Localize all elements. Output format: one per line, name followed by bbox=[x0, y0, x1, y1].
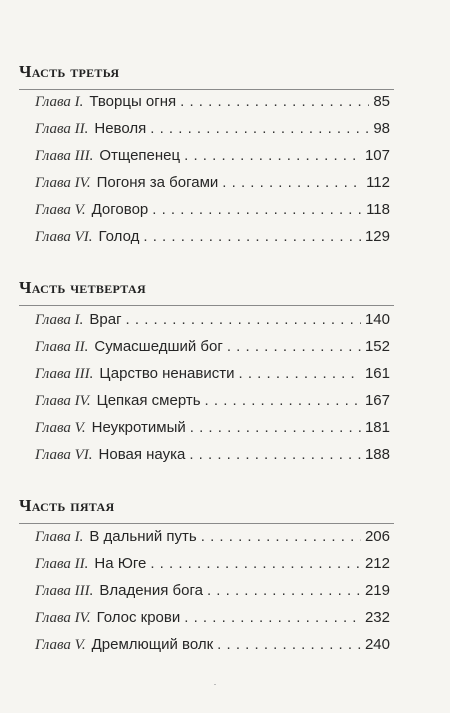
page-number: 167 bbox=[364, 392, 390, 409]
paper-speck bbox=[214, 684, 216, 685]
toc-entry[interactable] bbox=[35, 636, 390, 658]
toc-entry[interactable] bbox=[35, 419, 390, 441]
page-number: 112 bbox=[366, 174, 390, 191]
chapter-number: Глава II. bbox=[35, 339, 89, 355]
chapter-number: Глава IV. bbox=[35, 175, 91, 191]
dot-leader bbox=[152, 201, 362, 218]
chapter-title: В дальний путь bbox=[89, 528, 197, 545]
page-number: 240 bbox=[364, 636, 390, 653]
chapter-number: Глава V. bbox=[35, 202, 86, 218]
part-title: Часть четвертая bbox=[19, 278, 146, 297]
chapter-title: Враг bbox=[89, 311, 122, 328]
part-title: Часть пятая bbox=[19, 496, 115, 515]
dot-leader bbox=[207, 582, 361, 599]
page-number: 232 bbox=[364, 609, 390, 626]
chapter-title: Владения бога bbox=[99, 582, 203, 599]
page-number: 212 bbox=[364, 555, 390, 572]
chapter-title: Голод bbox=[98, 228, 140, 245]
page-number: 98 bbox=[373, 120, 390, 137]
chapter-title: Погоня за богами bbox=[96, 174, 219, 191]
page-number: 107 bbox=[364, 147, 390, 164]
divider bbox=[19, 89, 394, 90]
page-number: 219 bbox=[364, 582, 390, 599]
toc-entry[interactable] bbox=[35, 392, 390, 414]
chapter-number: Глава II. bbox=[35, 121, 89, 137]
chapter-title: Сумасшедший бог bbox=[94, 338, 223, 355]
chapter-title: Голос крови bbox=[96, 609, 181, 626]
chapter-number: Глава I. bbox=[35, 529, 84, 545]
page-number: 152 bbox=[364, 338, 390, 355]
chapter-number: Глава VI. bbox=[35, 229, 93, 245]
chapter-number: Глава I. bbox=[35, 312, 84, 328]
dot-leader bbox=[180, 93, 369, 110]
toc-entry[interactable] bbox=[35, 365, 390, 387]
toc-entry[interactable] bbox=[35, 228, 390, 250]
dot-leader bbox=[143, 228, 361, 245]
dot-leader bbox=[184, 609, 361, 626]
page-number: 161 bbox=[364, 365, 390, 382]
chapter-title: Отщепенец bbox=[99, 147, 181, 164]
dot-leader bbox=[150, 555, 361, 572]
chapter-title: Цепкая смерть bbox=[96, 392, 201, 409]
chapter-title: Договор bbox=[91, 201, 149, 218]
chapter-number: Глава IV. bbox=[35, 393, 91, 409]
dot-leader bbox=[150, 120, 369, 137]
chapter-number: Глава III. bbox=[35, 583, 94, 599]
chapter-number: Глава VI. bbox=[35, 447, 93, 463]
chapter-title: Царство ненависти bbox=[99, 365, 235, 382]
page-number: 140 bbox=[364, 311, 390, 328]
divider bbox=[19, 305, 394, 306]
divider bbox=[19, 523, 394, 524]
chapter-title: На Юге bbox=[94, 555, 147, 572]
dot-leader bbox=[239, 365, 361, 382]
dot-leader bbox=[222, 174, 362, 191]
toc-entry[interactable] bbox=[35, 174, 390, 196]
chapter-title: Дремлющий волк bbox=[91, 636, 214, 653]
chapter-number: Глава V. bbox=[35, 420, 86, 436]
toc-entry[interactable] bbox=[35, 446, 390, 468]
toc-entry[interactable] bbox=[35, 147, 390, 169]
toc-entry[interactable] bbox=[35, 582, 390, 604]
toc-entry[interactable] bbox=[35, 93, 390, 115]
chapter-title: Творцы огня bbox=[89, 93, 177, 110]
chapter-number: Глава III. bbox=[35, 366, 94, 382]
toc-entry[interactable] bbox=[35, 338, 390, 360]
dot-leader bbox=[217, 636, 361, 653]
page-number: 188 bbox=[364, 446, 390, 463]
dot-leader bbox=[190, 419, 361, 436]
dot-leader bbox=[184, 147, 361, 164]
page-number: 206 bbox=[364, 528, 390, 545]
dot-leader bbox=[126, 311, 361, 328]
toc-entry[interactable] bbox=[35, 311, 390, 333]
chapter-title: Новая наука bbox=[98, 446, 186, 463]
page-number: 118 bbox=[366, 201, 390, 218]
chapter-number: Глава IV. bbox=[35, 610, 91, 626]
toc-entry[interactable] bbox=[35, 201, 390, 223]
chapter-title: Неукротимый bbox=[91, 419, 186, 436]
dot-leader bbox=[205, 392, 361, 409]
toc-entry[interactable] bbox=[35, 528, 390, 550]
dot-leader bbox=[201, 528, 361, 545]
page-number: 129 bbox=[364, 228, 390, 245]
dot-leader bbox=[227, 338, 361, 355]
toc-entry[interactable] bbox=[35, 609, 390, 631]
chapter-number: Глава III. bbox=[35, 148, 94, 164]
chapter-number: Глава V. bbox=[35, 637, 86, 653]
page-number: 181 bbox=[364, 419, 390, 436]
chapter-number: Глава I. bbox=[35, 94, 84, 110]
chapter-title: Неволя bbox=[94, 120, 147, 137]
part-title: Часть третья bbox=[19, 62, 120, 81]
page-number: 85 bbox=[373, 93, 390, 110]
toc-entry[interactable] bbox=[35, 555, 390, 577]
dot-leader bbox=[189, 446, 361, 463]
toc-entry[interactable] bbox=[35, 120, 390, 142]
chapter-number: Глава II. bbox=[35, 556, 89, 572]
